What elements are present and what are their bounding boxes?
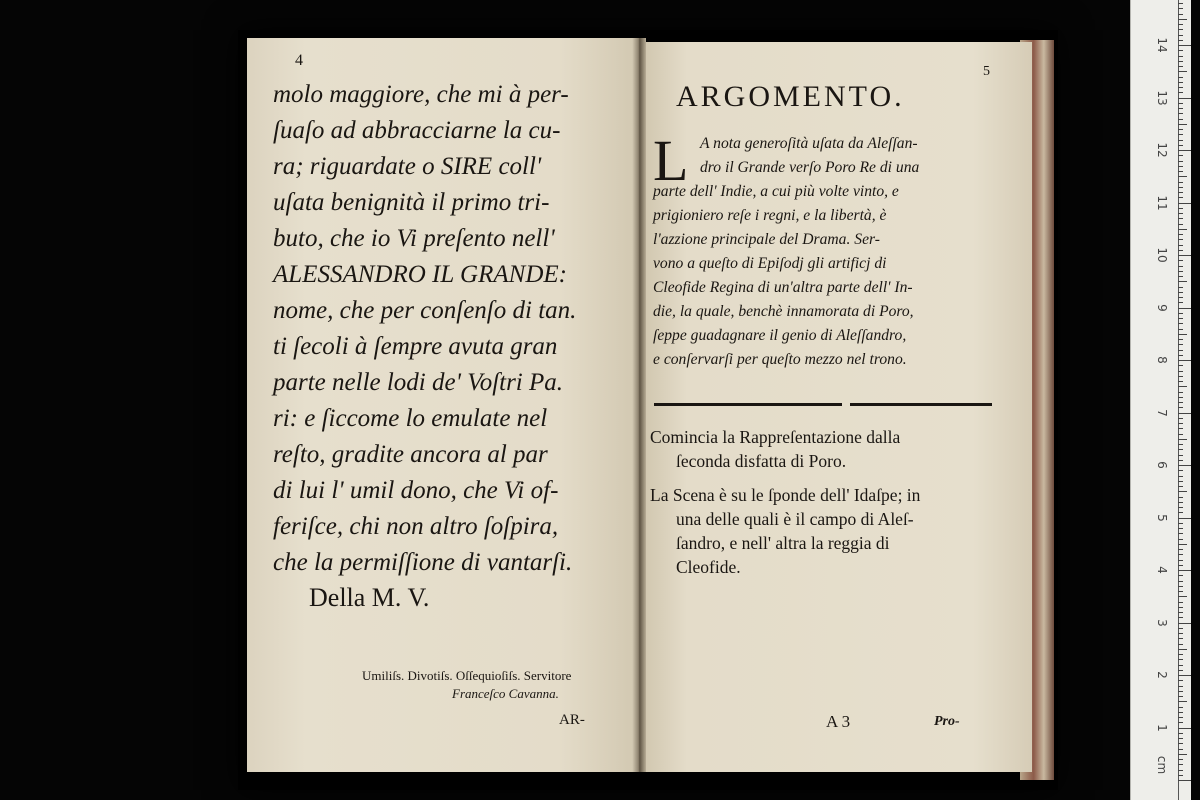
ruler-number: 2 xyxy=(1155,671,1169,679)
ruler-tick xyxy=(1178,302,1183,303)
ruler-tick xyxy=(1178,586,1183,587)
ruler-tick xyxy=(1178,628,1183,629)
ruler-tick xyxy=(1178,654,1183,655)
ruler-tick xyxy=(1178,670,1183,671)
ruler-tick xyxy=(1178,512,1183,513)
ruler-tick xyxy=(1178,297,1183,298)
argument-line: Cleofide Regina di un'altra parte dell' In- xyxy=(653,279,913,296)
ruler-tick xyxy=(1178,764,1183,765)
ruler-number: 11 xyxy=(1155,194,1169,211)
ruler-tick xyxy=(1178,476,1183,477)
ruler-tick xyxy=(1178,486,1183,487)
measuring-ruler xyxy=(1130,0,1191,800)
left-text-line: reſto, gradite ancora al par xyxy=(273,441,548,468)
ruler-tick xyxy=(1178,292,1183,293)
ruler-tick xyxy=(1178,581,1183,582)
ruler-tick xyxy=(1178,276,1183,277)
ruler-tick xyxy=(1178,607,1183,608)
ruler-tick xyxy=(1178,287,1183,288)
left-text-line: nome, che per conſenſo di tan. xyxy=(273,297,577,324)
ruler-tick xyxy=(1178,281,1187,282)
ruler-tick xyxy=(1178,192,1183,193)
ruler-tick xyxy=(1178,722,1183,723)
ruler-tick xyxy=(1178,696,1183,697)
closing-salutation: Della M. V. xyxy=(309,583,430,612)
signature-line: Umiliſs. Divotiſs. Oſſequioſiſs. Servitore xyxy=(362,668,572,683)
ruler-tick xyxy=(1178,423,1183,424)
argument-line: A nota generoſità uſata da Aleſſan- xyxy=(700,135,918,152)
argument-line: dro il Grande verſo Poro Re di una xyxy=(700,159,920,176)
ruler-tick xyxy=(1178,229,1187,230)
ruler-tick xyxy=(1178,376,1183,377)
ruler-tick xyxy=(1178,77,1183,78)
ruler-tick xyxy=(1178,308,1191,309)
ruler-tick xyxy=(1178,549,1183,550)
ruler-tick xyxy=(1178,439,1187,440)
ruler-tick xyxy=(1178,418,1183,419)
left-page xyxy=(247,38,637,772)
ruler-tick xyxy=(1178,649,1187,650)
ruler-tick xyxy=(1178,8,1183,9)
ruler-tick xyxy=(1178,444,1183,445)
ruler-tick xyxy=(1178,623,1191,624)
ruler-tick xyxy=(1178,392,1183,393)
ruler-number: 4 xyxy=(1155,566,1169,574)
ruler-tick xyxy=(1178,497,1183,498)
ruler-tick xyxy=(1178,150,1191,151)
ruler-tick xyxy=(1178,659,1183,660)
ruler-tick xyxy=(1178,554,1183,555)
ruler-tick xyxy=(1178,570,1191,571)
left-text-line: ti ſecoli à ſempre avuta gran xyxy=(273,333,558,360)
ruler-tick xyxy=(1178,491,1187,492)
ruler-number: 3 xyxy=(1155,618,1169,627)
note-line: Cleofide. xyxy=(676,557,741,577)
note-line: Comincia la Rappreſentazione dalla xyxy=(650,427,901,447)
ruler-tick xyxy=(1178,743,1183,744)
ruler-tick xyxy=(1178,355,1183,356)
ruler-tick xyxy=(1178,665,1183,666)
left-text-line: molo maggiore, che mi à per- xyxy=(273,81,569,108)
ruler-tick xyxy=(1178,759,1183,760)
ruler-tick xyxy=(1178,350,1183,351)
left-text-line: uſata benignità il primo tri- xyxy=(273,189,550,216)
ruler-tick xyxy=(1178,560,1183,561)
ruler-tick xyxy=(1178,98,1191,99)
left-text-line-title: ALESSANDRO IL GRANDE: xyxy=(273,261,567,288)
ruler-tick xyxy=(1178,14,1183,15)
ruler-tick xyxy=(1178,481,1183,482)
left-text-line: ſuaſo ad abbracciarne la cu- xyxy=(273,117,561,144)
argument-line: die, la quale, benchè innamorata di Poro, xyxy=(653,303,914,320)
ruler-tick xyxy=(1178,360,1191,361)
ruler-tick xyxy=(1178,134,1183,135)
ruler-tick xyxy=(1178,176,1187,177)
ruler-tick xyxy=(1178,728,1191,729)
divider-rule xyxy=(850,403,992,406)
right-catchword: Pro- xyxy=(934,714,960,729)
argomento-heading: ARGOMENTO. xyxy=(676,80,905,113)
ruler-tick xyxy=(1178,539,1183,540)
ruler-tick xyxy=(1178,449,1183,450)
ruler-tick xyxy=(1178,397,1183,398)
ruler-tick xyxy=(1178,455,1183,456)
ruler-number: 1 xyxy=(1155,723,1169,732)
ruler-tick xyxy=(1178,680,1183,681)
left-page-number: 4 xyxy=(295,52,303,69)
ruler-tick xyxy=(1178,633,1183,634)
ruler-tick xyxy=(1178,717,1183,718)
note-line: ſeconda disfatta di Poro. xyxy=(676,451,847,471)
ruler-tick xyxy=(1178,365,1183,366)
argument-line: l'azzione principale del Drama. Ser- xyxy=(653,231,880,248)
ruler-tick xyxy=(1178,119,1183,120)
ruler-tick xyxy=(1178,371,1183,372)
ruler-tick xyxy=(1178,124,1187,125)
left-text-line: che la permiſſione di vantarſi. xyxy=(273,549,573,576)
right-page xyxy=(640,42,1032,772)
ruler-tick xyxy=(1178,602,1183,603)
ruler-tick xyxy=(1178,591,1183,592)
ruler-tick xyxy=(1178,565,1183,566)
ruler-tick xyxy=(1178,255,1191,256)
ruler-tick xyxy=(1178,218,1183,219)
ruler-tick xyxy=(1178,733,1183,734)
left-text-line: parte nelle lodi de' Voſtri Pa. xyxy=(273,369,564,396)
ruler-tick xyxy=(1178,544,1187,545)
ruler-tick xyxy=(1178,245,1183,246)
ruler-tick xyxy=(1178,40,1183,41)
book-gutter xyxy=(632,38,646,772)
drop-cap: L xyxy=(653,128,689,193)
ruler-tick xyxy=(1178,749,1183,750)
left-text-line: ra; riguardate o SIRE coll' xyxy=(273,153,542,180)
ruler-tick xyxy=(1178,780,1191,781)
ruler-tick xyxy=(1178,738,1183,739)
ruler-tick xyxy=(1178,92,1183,93)
ruler-tick xyxy=(1178,470,1183,471)
ruler-tick xyxy=(1178,770,1183,771)
ruler-tick xyxy=(1178,428,1183,429)
ruler-tick xyxy=(1178,182,1183,183)
ruler-tick xyxy=(1178,271,1183,272)
ruler-tick xyxy=(1178,528,1183,529)
ruler-tick xyxy=(1178,596,1187,597)
ruler-tick xyxy=(1178,313,1183,314)
ruler-tick xyxy=(1178,161,1183,162)
ruler-tick xyxy=(1178,638,1183,639)
argument-line: parte dell' Indie, a cui più volte vinto, e xyxy=(653,183,899,200)
ruler-tick xyxy=(1178,224,1183,225)
ruler-tick xyxy=(1178,381,1183,382)
ruler-number: 9 xyxy=(1155,303,1169,312)
ruler-tick xyxy=(1178,386,1187,387)
ruler-tick xyxy=(1178,171,1183,172)
ruler-tick xyxy=(1178,344,1183,345)
ruler-unit-label: cm xyxy=(1155,755,1169,775)
ruler-number: 13 xyxy=(1155,89,1169,106)
ruler-number: 5 xyxy=(1155,513,1169,522)
ruler-tick xyxy=(1178,29,1183,30)
ruler-tick xyxy=(1178,24,1183,25)
ruler-tick xyxy=(1178,129,1183,130)
ruler-tick xyxy=(1178,754,1187,755)
ruler-tick xyxy=(1178,402,1183,403)
ruler-tick xyxy=(1178,413,1191,414)
note-line: ſandro, e nell' altra la reggia di xyxy=(676,533,890,553)
left-text-line: buto, che io Vi preſento nell' xyxy=(273,225,555,252)
argument-line: vono a queſto di Epiſodj gli artificj di xyxy=(653,255,887,272)
ruler-tick xyxy=(1178,617,1183,618)
ruler-tick xyxy=(1178,507,1183,508)
ruler-tick xyxy=(1178,155,1183,156)
ruler-tick xyxy=(1178,208,1183,209)
ruler-tick xyxy=(1178,66,1183,67)
right-page-number: 5 xyxy=(983,64,990,79)
ruler-tick xyxy=(1178,113,1183,114)
ruler-tick xyxy=(1178,644,1183,645)
ruler-tick xyxy=(1178,3,1183,4)
ruler-tick xyxy=(1178,56,1183,57)
argument-line: ſeppe guadagnare il genio di Aleſſandro, xyxy=(653,327,907,344)
left-text-line: ri: e ſiccome lo emulate nel xyxy=(273,405,548,432)
ruler-tick xyxy=(1178,465,1191,466)
ruler-tick xyxy=(1178,19,1187,20)
ruler-tick xyxy=(1178,260,1183,261)
ruler-tick xyxy=(1178,187,1183,188)
ruler-tick xyxy=(1178,50,1183,51)
ruler-number: 12 xyxy=(1155,142,1169,158)
signature-mark: A 3 xyxy=(826,712,851,731)
ruler-tick xyxy=(1178,35,1183,36)
ruler-tick xyxy=(1178,239,1183,240)
ruler-tick xyxy=(1178,339,1183,340)
ruler-tick xyxy=(1178,71,1187,72)
note-line: La Scena è su le ſponde dell' Idaſpe; in xyxy=(650,485,921,505)
ruler-number: 6 xyxy=(1155,461,1169,469)
ruler-tick xyxy=(1178,318,1183,319)
signature-name: Franceſco Cavanna. xyxy=(452,686,559,701)
ruler-number: 8 xyxy=(1155,356,1169,364)
ruler-tick xyxy=(1178,407,1183,408)
ruler-tick xyxy=(1178,434,1183,435)
ruler-tick xyxy=(1178,323,1183,324)
ruler-tick xyxy=(1178,166,1183,167)
ruler-tick xyxy=(1178,145,1183,146)
ruler-number: 10 xyxy=(1155,247,1169,263)
ruler-tick xyxy=(1178,61,1183,62)
argument-line: prigioniero reſe i regni, e la libertà, è xyxy=(653,207,887,224)
ruler-tick xyxy=(1178,108,1183,109)
ruler-tick xyxy=(1178,197,1183,198)
ruler-tick xyxy=(1178,575,1183,576)
note-line: una delle quali è il campo di Aleſ- xyxy=(676,509,914,529)
ruler-tick xyxy=(1178,140,1183,141)
ruler-tick xyxy=(1178,675,1191,676)
left-text-line: feriſce, chi non altro ſoſpira, xyxy=(273,513,559,540)
ruler-tick xyxy=(1178,518,1191,519)
ruler-tick xyxy=(1178,691,1183,692)
ruler-tick xyxy=(1178,612,1183,613)
ruler-tick xyxy=(1178,334,1187,335)
ruler-number xyxy=(1154,0,1170,4)
ruler-tick xyxy=(1178,82,1183,83)
ruler-tick xyxy=(1178,250,1183,251)
ruler-tick xyxy=(1178,502,1183,503)
ruler-tick xyxy=(1178,533,1183,534)
ruler-tick xyxy=(1178,266,1183,267)
left-catchword: AR- xyxy=(559,712,585,728)
ruler-number: 7 xyxy=(1155,408,1169,417)
ruler-tick xyxy=(1178,775,1183,776)
ruler-tick xyxy=(1178,329,1183,330)
divider-rule xyxy=(654,403,842,406)
ruler-tick xyxy=(1178,707,1183,708)
ruler-tick xyxy=(1178,213,1183,214)
ruler-tick xyxy=(1178,523,1183,524)
ruler-tick xyxy=(1178,234,1183,235)
ruler-tick xyxy=(1178,87,1183,88)
ruler-tick xyxy=(1178,203,1191,204)
ruler-tick xyxy=(1178,45,1191,46)
argument-line: e conſervarſi per queſto mezzo nel trono. xyxy=(653,351,907,368)
ruler-tick xyxy=(1178,103,1183,104)
ruler-tick xyxy=(1178,712,1183,713)
ruler-tick xyxy=(1178,701,1187,702)
ruler-tick xyxy=(1178,460,1183,461)
left-text-line: di lui l' umil dono, che Vi of- xyxy=(273,477,559,504)
ruler-tick xyxy=(1178,686,1183,687)
ruler-number: 14 xyxy=(1155,37,1169,53)
